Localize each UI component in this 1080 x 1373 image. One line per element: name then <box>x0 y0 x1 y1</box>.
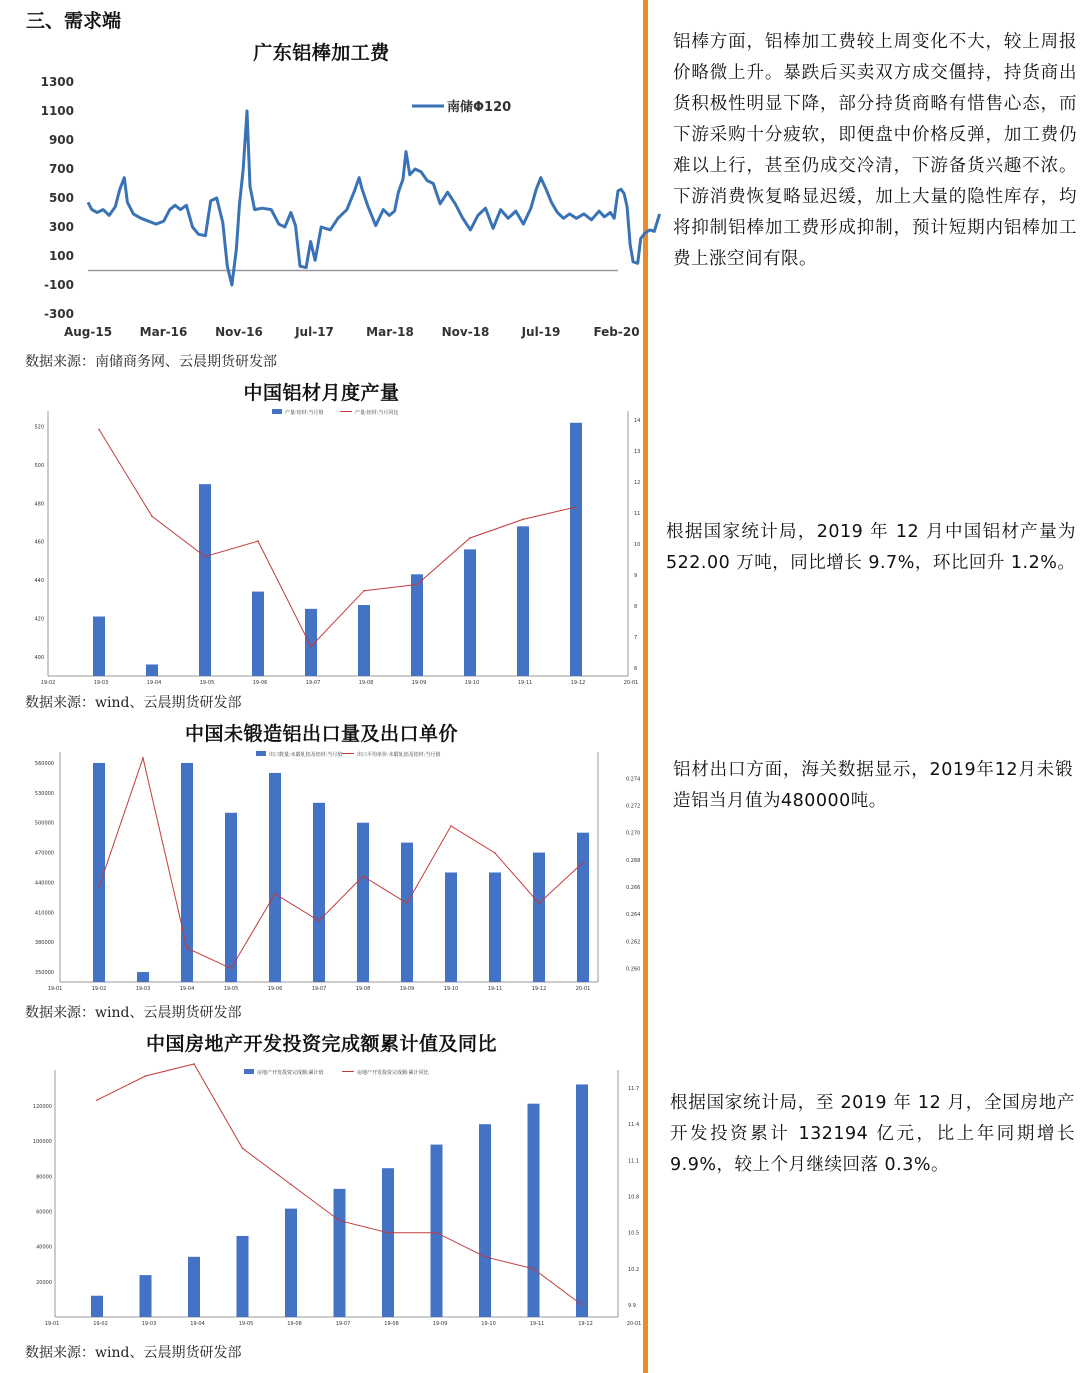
line-point-19-11 <box>538 902 540 904</box>
line-point-19-02 <box>142 757 144 759</box>
y-right-tick-label: 6 <box>634 666 638 673</box>
x-tick-label: 19-07 <box>305 680 321 686</box>
x-tick-label: 19-10 <box>443 986 459 992</box>
x-tick-label: Jul-19 <box>521 325 561 339</box>
x-tick-label: 19-08 <box>358 680 374 686</box>
line-point-19-01 <box>98 886 100 888</box>
chart-source-real-estate: 数据来源：wind、云晨期货研发部 <box>25 1345 242 1361</box>
y-right-tick-label: 14 <box>634 418 641 425</box>
x-tick-label: 19-09 <box>432 1321 448 1327</box>
x-tick-label: 19-05 <box>223 986 239 992</box>
line-point-19-10 <box>484 1256 486 1258</box>
bar-19-07 <box>334 1189 346 1317</box>
y-right-tick-label: 10 <box>634 542 641 549</box>
x-tick-label: 19-04 <box>146 680 162 686</box>
chart-real-estate-investment <box>0 1064 645 1332</box>
y-left-tick-label: 480 <box>34 501 44 508</box>
bar-19-09 <box>445 872 457 982</box>
bar-19-07 <box>358 605 370 676</box>
x-tick-label: 19-02 <box>91 986 107 992</box>
legend-label-line: 出口平均单价:未锻轧铝及铝材:当月值 <box>357 752 441 758</box>
line-point-19-08 <box>406 902 408 904</box>
bar-19-02 <box>137 972 149 982</box>
y-tick-label: 900 <box>48 133 74 147</box>
x-tick-label: Mar-18 <box>366 325 414 339</box>
x-tick-label: Nov-18 <box>441 325 490 339</box>
y-tick-label: 1300 <box>40 75 74 89</box>
line-point-19-05 <box>257 540 259 542</box>
x-tick-label: 19-02 <box>93 1321 108 1327</box>
bar-19-09 <box>431 1145 443 1317</box>
y-right-tick-label: 0.266 <box>626 884 641 891</box>
chart-source-aluminum-export: 数据来源：wind、云晨期货研发部 <box>25 1005 242 1021</box>
x-tick-label: 19-08 <box>355 986 371 992</box>
paragraph-rod-fee-analysis: 铝棒方面，铝棒加工费较上周变化不大，较上周报价略微上升。暴跌后买卖双方成交僵持，持货商出货积极性明显下降，部分持货商略有惜售心态，而下游采购十分疲软，即便盘中价格反弹，加工费仍难以上行，甚至仍成交冷清，下游备货兴趣不浓。下游消费恢复略显迟缓，加上大量的隐性库存，均将抑制铝棒加工费形成抑制，预计短期内铝棒加工费上涨空间有限。 <box>673 32 1077 269</box>
line-point-19-07 <box>362 875 364 877</box>
y-left-tick-label: 60000 <box>36 1209 52 1216</box>
bar-19-11 <box>533 853 545 982</box>
line-point-19-03 <box>186 947 188 949</box>
legend-label-bar: 房地产开发投资完成额:累计值 <box>257 1070 324 1076</box>
line-point-19-02 <box>98 429 100 431</box>
bar-19-07 <box>357 823 369 982</box>
x-tick-label: 19-01 <box>47 986 63 992</box>
chart-title-rod-fee: 广东铝棒加工费 <box>253 42 390 64</box>
y-right-tick-label: 11.4 <box>628 1122 640 1129</box>
x-tick-label: 19-03 <box>135 986 151 992</box>
y-left-tick-label: 440000 <box>34 880 54 887</box>
y-right-tick-label: 10.2 <box>628 1266 640 1273</box>
chart-title-aluminum-output: 中国铝材月度产量 <box>243 382 400 404</box>
y-left-tick-label: 350000 <box>34 970 54 977</box>
y-right-tick-label: 13 <box>634 449 641 456</box>
bar-19-05 <box>237 1236 249 1317</box>
series-line-nanchu <box>88 111 660 285</box>
x-tick-label: 19-12 <box>578 1321 593 1327</box>
y-right-tick-label: 10.5 <box>628 1230 640 1237</box>
line-point-19-08 <box>416 584 418 586</box>
bar-19-11 <box>528 1104 540 1317</box>
line-point-19-07 <box>363 590 365 592</box>
y-left-tick-label: 80000 <box>36 1174 52 1181</box>
line-point-19-12 <box>581 1304 583 1306</box>
x-tick-label: 19-05 <box>238 1321 254 1327</box>
bar-19-05 <box>252 592 264 676</box>
bar-19-05 <box>269 773 281 982</box>
y-left-tick-label: 500000 <box>34 820 54 827</box>
x-tick-label: 19-11 <box>529 1321 545 1327</box>
y-left-tick-label: 420 <box>34 616 44 623</box>
bar-19-06 <box>313 803 325 982</box>
y-right-tick-label: 11 <box>634 511 641 518</box>
line-point-19-02 <box>96 1099 98 1101</box>
bar-19-08 <box>401 843 413 982</box>
line-point-19-04 <box>230 968 232 970</box>
x-tick-label: 19-04 <box>179 986 195 992</box>
x-tick-label: 19-12 <box>570 680 586 686</box>
y-left-tick-label: 20000 <box>36 1279 52 1286</box>
bar-19-06 <box>285 1209 297 1317</box>
y-tick-label: -100 <box>43 278 74 292</box>
x-tick-label: 19-02 <box>40 680 56 686</box>
line-point-19-09 <box>469 537 471 539</box>
bar-19-04 <box>188 1257 200 1317</box>
x-tick-label: 19-01 <box>44 1321 60 1327</box>
x-tick-label: 19-10 <box>481 1321 496 1327</box>
y-left-tick-label: 470000 <box>34 850 54 857</box>
y-right-tick-label: 12 <box>634 480 641 487</box>
y-right-tick-label: 9.9 <box>628 1302 636 1309</box>
y-left-tick-label: 530000 <box>34 790 54 797</box>
bar-19-03 <box>140 1275 152 1317</box>
y-left-tick-label: 410000 <box>34 910 54 917</box>
x-tick-label: Aug-15 <box>63 325 113 339</box>
line-point-19-07 <box>339 1220 341 1222</box>
y-left-tick-label: 520 <box>34 424 44 431</box>
line-point-19-06 <box>318 920 320 922</box>
bar-19-12 <box>576 1084 588 1317</box>
chart-source-aluminum-output: 数据来源：wind、云晨期货研发部 <box>25 695 242 711</box>
y-right-tick-label: 0.268 <box>626 857 641 864</box>
bar-19-02 <box>91 1296 103 1317</box>
y-left-tick-label: 440 <box>34 578 44 585</box>
bar-19-10 <box>479 1124 491 1317</box>
legend-swatch-bar <box>272 409 282 414</box>
legend-swatch-bar <box>244 1069 254 1074</box>
x-tick-label: 19-05 <box>199 680 215 686</box>
x-tick-label: Nov-16 <box>215 325 263 339</box>
y-right-tick-label: 0.274 <box>626 776 641 783</box>
x-tick-label: 19-06 <box>267 986 283 992</box>
line-point-19-09 <box>436 1232 438 1234</box>
y-tick-label: 700 <box>48 162 74 176</box>
y-tick-label: 100 <box>48 249 74 263</box>
y-right-tick-label: 10.8 <box>628 1194 640 1201</box>
bar-19-12 <box>577 833 589 982</box>
chart-aluminum-output <box>0 405 645 690</box>
x-tick-label: 19-09 <box>411 680 427 686</box>
line-point-19-11 <box>533 1268 535 1270</box>
y-left-tick-label: 120000 <box>32 1103 52 1110</box>
y-right-tick-label: 0.270 <box>626 830 641 837</box>
chart-title-aluminum-export: 中国未锻造铝出口量及出口单价 <box>184 723 458 745</box>
line-point-19-11 <box>575 506 577 508</box>
legend-label-bar: 产量:铝材:当月值 <box>285 410 324 416</box>
x-tick-label: 19-10 <box>464 680 480 686</box>
x-tick-label: 20-01 <box>575 986 591 992</box>
section-heading: 三、需求端 <box>26 10 122 32</box>
x-tick-label: Feb-20 <box>593 325 640 339</box>
chart-title-real-estate: 中国房地产开发投资完成额累计值及同比 <box>145 1033 497 1055</box>
y-right-tick-label: 0.262 <box>626 939 641 946</box>
legend-label-bar: 出口数量:未锻轧铝及铝材:当月值 <box>269 752 343 758</box>
line-point-19-08 <box>387 1232 389 1234</box>
y-right-tick-label: 8 <box>634 604 638 611</box>
x-tick-label: Mar-16 <box>139 325 188 339</box>
y-right-tick-label: 0.260 <box>626 966 641 973</box>
y-right-tick-label: 7 <box>634 635 638 642</box>
bar-19-01 <box>93 763 105 982</box>
chart-aluminum-export <box>0 746 645 996</box>
x-tick-label: 19-03 <box>141 1321 157 1327</box>
x-tick-label: 20-01 <box>626 1321 642 1327</box>
x-tick-label: 19-11 <box>487 986 503 992</box>
line-point-19-05 <box>274 893 276 895</box>
bar-19-03 <box>146 664 158 676</box>
line-point-19-10 <box>494 852 496 854</box>
legend-swatch-bar <box>256 751 266 756</box>
line-point-19-05 <box>242 1148 244 1150</box>
y-left-tick-label: 380000 <box>34 940 54 947</box>
x-tick-label: 19-07 <box>311 986 327 992</box>
chart-source-rod-fee: 数据来源：南储商务网、云晨期货研发部 <box>25 354 277 370</box>
bar-19-10 <box>489 872 501 982</box>
y-right-tick-label: 0.264 <box>626 912 641 919</box>
x-tick-label: 19-06 <box>252 680 268 686</box>
bar-19-08 <box>382 1168 394 1317</box>
y-left-tick-label: 560000 <box>34 760 54 767</box>
line-point-19-04 <box>204 556 206 558</box>
bar-19-03 <box>181 763 193 982</box>
y-right-tick-label: 0.272 <box>626 803 641 810</box>
bar-19-04 <box>225 813 237 982</box>
line-point-19-12 <box>582 862 584 864</box>
legend-label-line: 房地产开发投资完成额:累计同比 <box>357 1070 429 1076</box>
y-left-tick-label: 100000 <box>32 1139 52 1146</box>
line-point-19-03 <box>151 515 153 517</box>
bar-19-08 <box>411 574 423 676</box>
series-line-yoy <box>99 429 576 646</box>
y-left-tick-label: 40000 <box>36 1244 52 1251</box>
bar-19-11 <box>570 423 582 676</box>
paragraph-aluminum-export: 铝材出口方面，海关数据显示，2019年12月未锻造铝当月值为480000吨。 <box>673 760 1073 811</box>
series-line-yoy <box>99 758 583 968</box>
line-point-19-04 <box>193 1063 195 1065</box>
line-point-19-03 <box>145 1075 147 1077</box>
x-tick-label: 19-08 <box>384 1321 399 1327</box>
x-tick-label: 19-09 <box>399 986 415 992</box>
paragraph-real-estate: 根据国家统计局，至 2019 年 12 月，全国房地产开发投资累计 132194 亿元，比上年同期增长 9.9%，较上个月继续回落 0.3%。 <box>670 1093 1075 1175</box>
legend-label-line: 产量:铝材:当月同比 <box>355 410 399 416</box>
y-right-tick-label: 9 <box>634 573 638 580</box>
paragraph-aluminum-output: 根据国家统计局，2019 年 12 月中国铝材产量为 522.00 万吨，同比增长 9.7%，环比回升 1.2%。 <box>666 522 1076 573</box>
y-right-tick-label: 11.1 <box>628 1158 640 1165</box>
line-point-19-06 <box>290 1184 292 1186</box>
line-point-19-10 <box>522 519 524 521</box>
x-tick-label: 19-03 <box>93 680 109 686</box>
y-tick-label: 1100 <box>40 104 74 118</box>
y-tick-label: -300 <box>43 307 74 321</box>
x-tick-label: 19-11 <box>517 680 533 686</box>
bar-19-02 <box>93 617 105 676</box>
x-tick-label: 19-12 <box>531 986 547 992</box>
y-left-tick-label: 460 <box>34 539 44 546</box>
y-left-tick-label: 500 <box>34 462 44 469</box>
x-tick-label: Jul-17 <box>295 325 334 339</box>
y-tick-label: 500 <box>48 191 74 205</box>
x-tick-label: 19-04 <box>190 1321 205 1327</box>
x-tick-label: 19-06 <box>287 1321 302 1327</box>
bar-19-09 <box>464 549 476 676</box>
line-point-19-09 <box>450 825 452 827</box>
y-tick-label: 300 <box>48 220 74 234</box>
x-tick-label: 20-01 <box>623 680 639 686</box>
y-left-tick-label: 400 <box>34 654 44 661</box>
line-point-19-06 <box>310 646 312 648</box>
bar-19-04 <box>199 484 211 676</box>
chart-rod-processing-fee <box>0 70 645 350</box>
x-tick-label: 19-07 <box>335 1321 351 1327</box>
bar-19-10 <box>517 526 529 676</box>
legend-label: 南储Φ120 <box>447 100 512 115</box>
y-right-tick-label: 11.7 <box>628 1086 640 1093</box>
